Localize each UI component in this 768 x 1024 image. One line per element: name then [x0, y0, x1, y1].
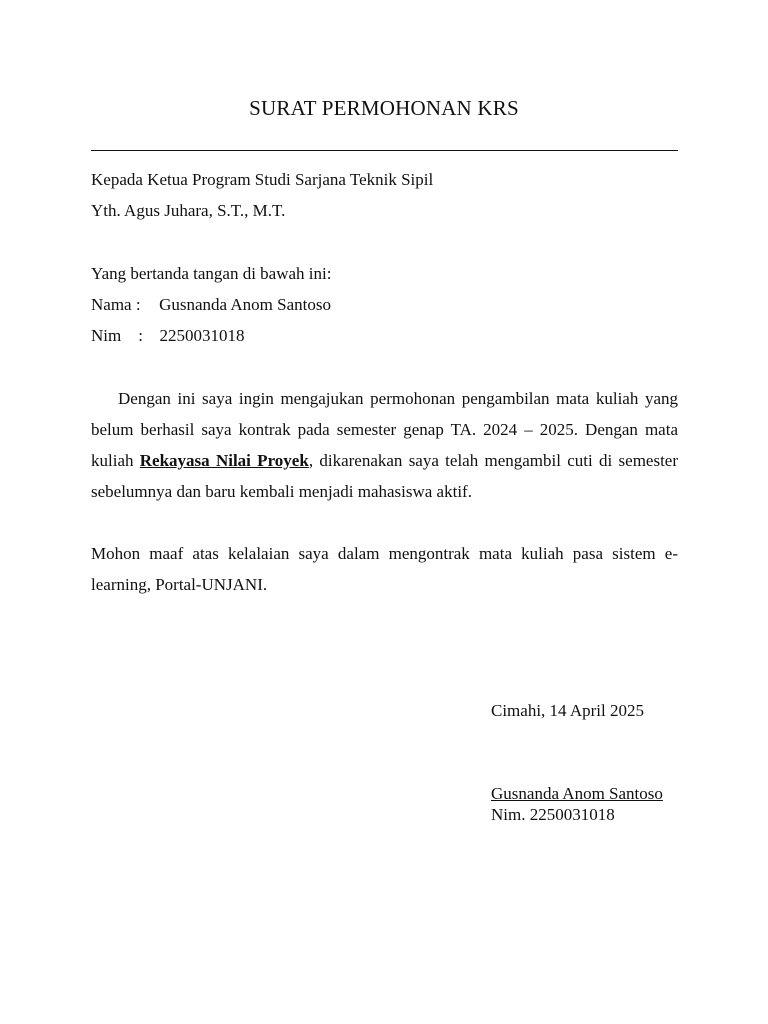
title-divider — [91, 150, 678, 151]
recipient-line-2: Yth. Agus Juhara, S.T., M.T. — [91, 201, 286, 220]
letter-title: SURAT PERMOHONAN KRS — [249, 96, 519, 120]
name-value: Gusnanda Anom Santoso — [159, 295, 331, 314]
place-date: Cimahi, 14 April 2025 — [491, 701, 644, 720]
nim-value: 2250031018 — [159, 326, 245, 345]
nim-row — [91, 326, 244, 346]
intro-line: Yang bertanda tangan di bawah ini: — [91, 264, 332, 283]
name-label: Nama : — [91, 295, 141, 314]
course-name: Rekayasa Nilai Proyek — [139, 451, 309, 470]
recipient-line-1: Kepada Ketua Program Studi Sarjana Teknik Sipil — [91, 170, 434, 189]
request-paragraph — [91, 383, 678, 507]
request-text-part2: , dikarenakan saya telah mengambil cuti di semester sebelumnya dan baru kembali menjadi mahasiswa aktif. — [91, 451, 679, 501]
request-text-part1: Dengan ini saya ingin mengajukan permohonan pengambilan mata kuliah yang belum berhasil saya kontrak pada semester genap TA. 2024 – 2025. Dengan mata kuliah — [91, 389, 678, 470]
nim-label: Nim : — [91, 326, 143, 345]
signer-name: Gusnanda Anom Santoso — [491, 784, 663, 803]
name-row — [91, 295, 331, 315]
apology-paragraph: Mohon maaf atas kelalaian saya dalam mengontrak mata kuliah pasa sistem e-learning, Portal-UNJANI. — [91, 544, 678, 594]
signer-nim: Nim. 2250031018 — [491, 805, 615, 824]
